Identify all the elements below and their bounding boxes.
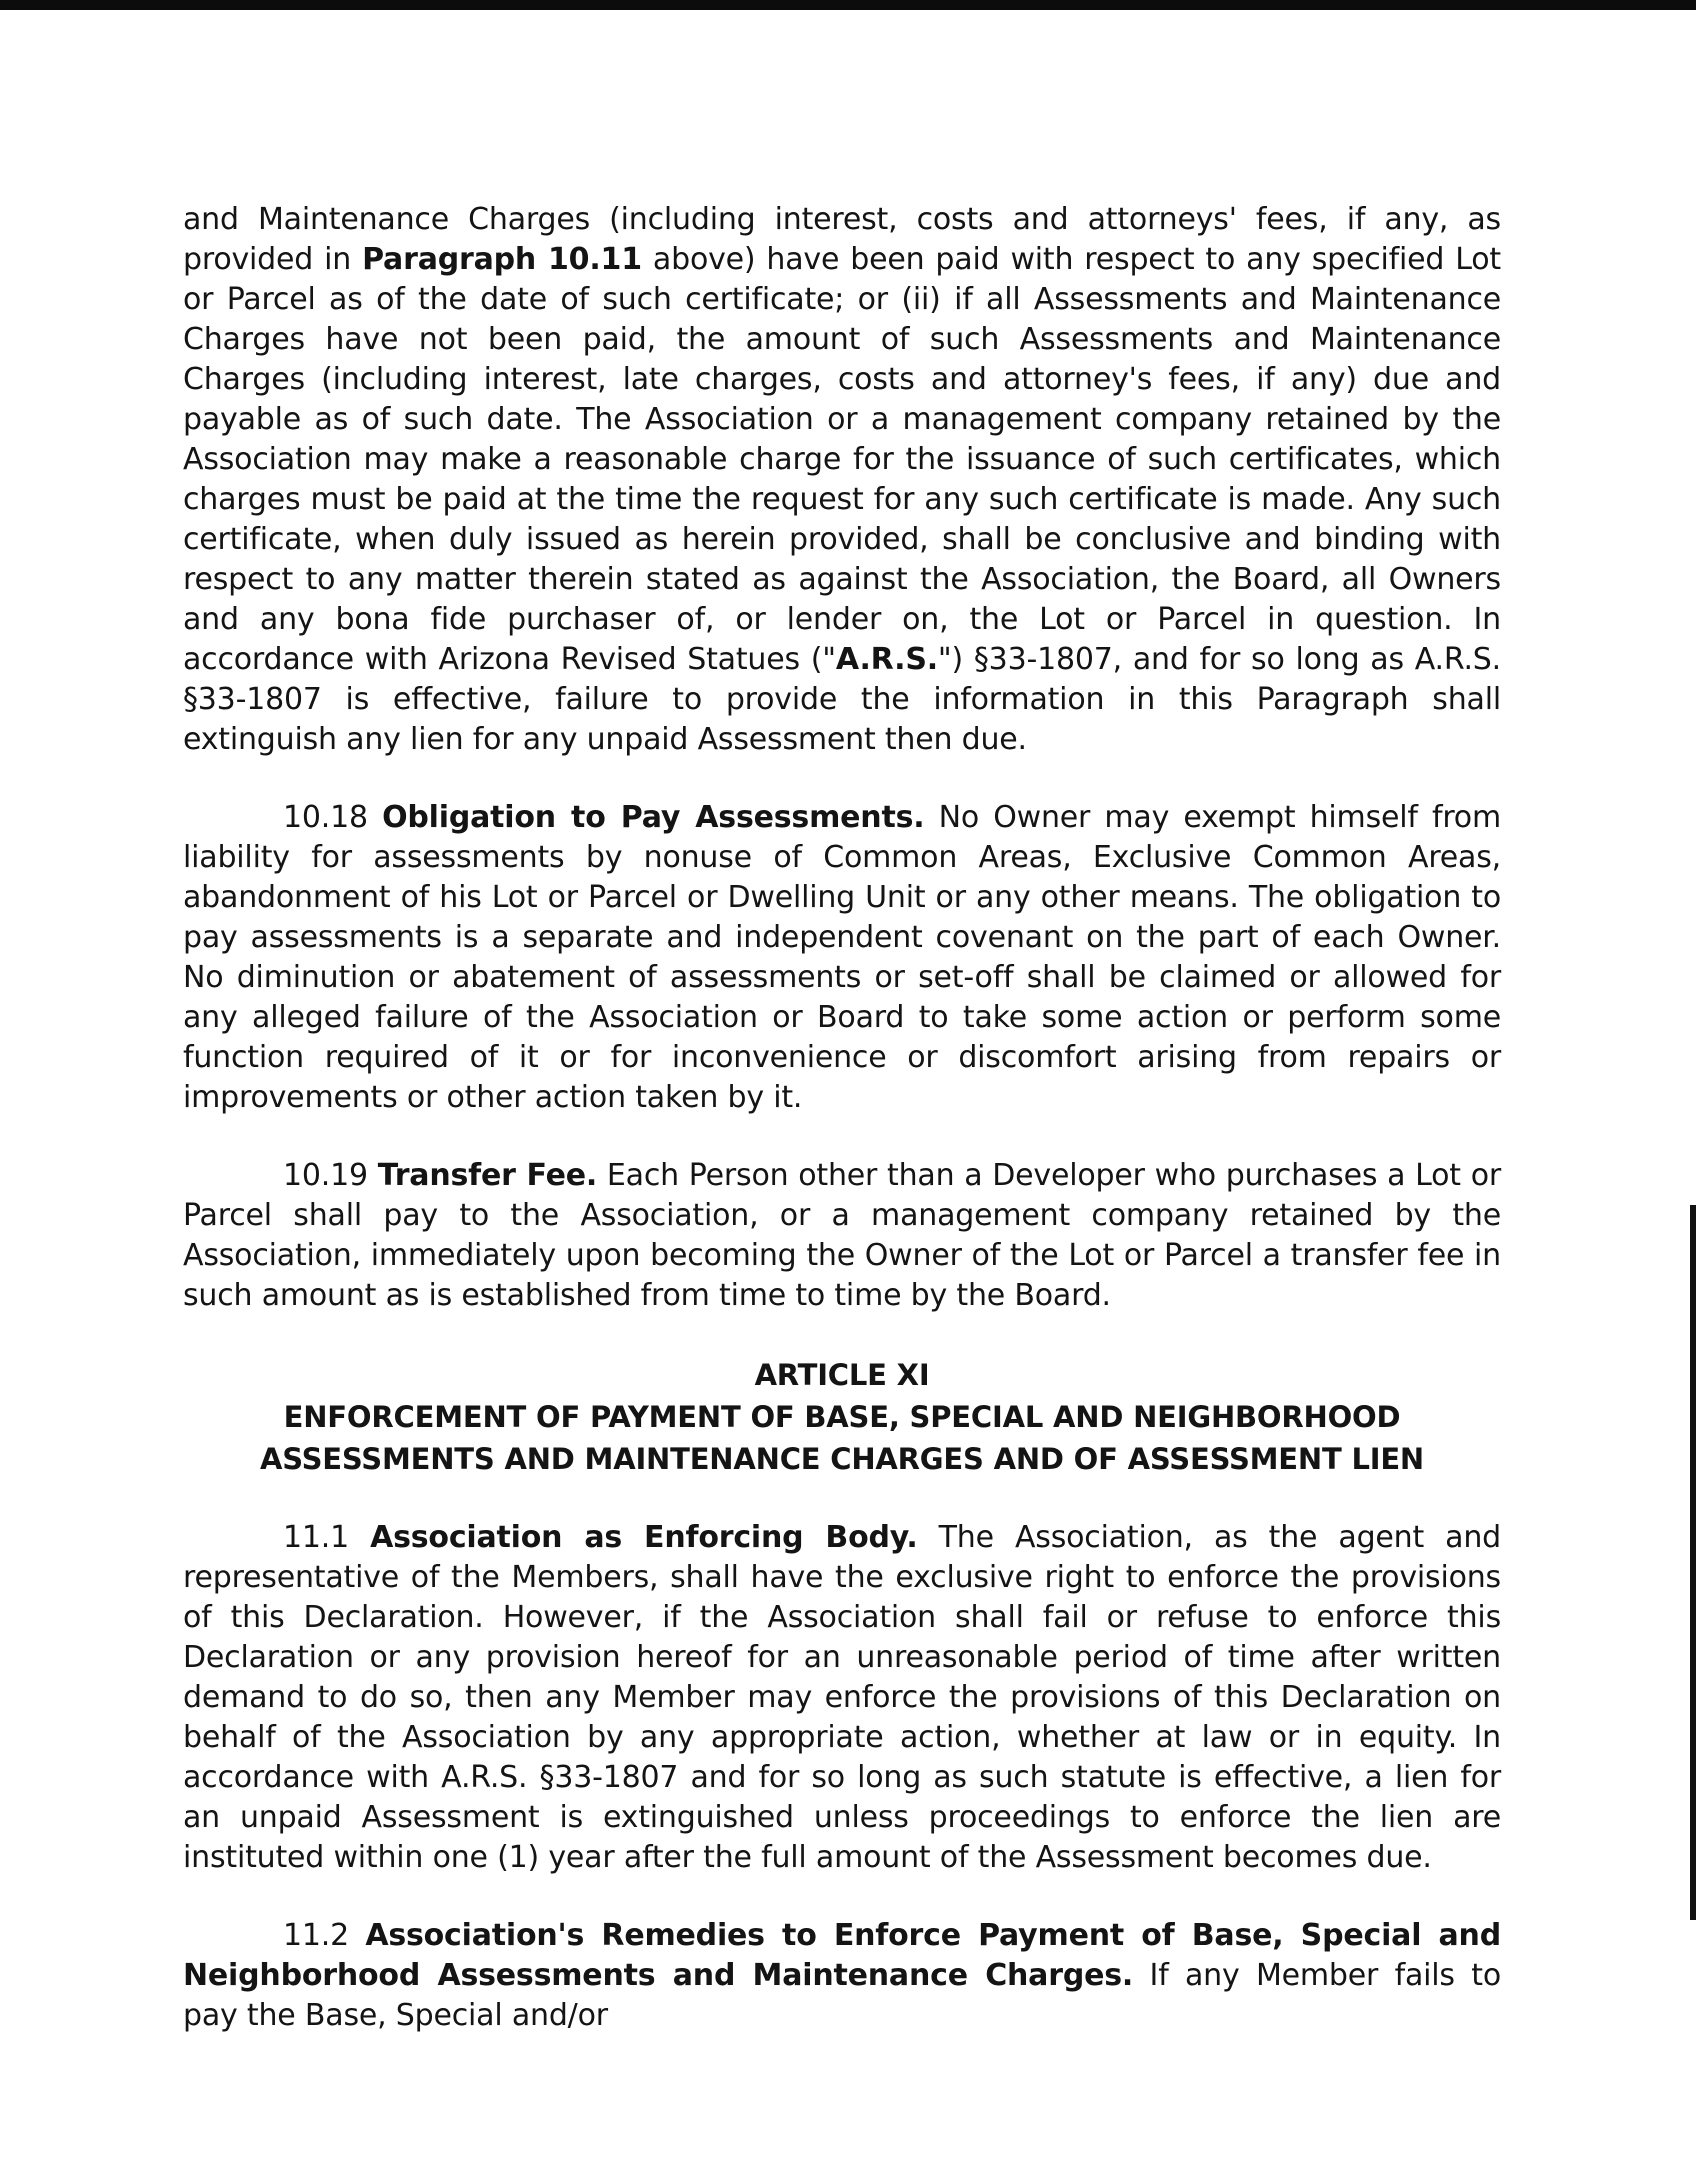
section-11-1	[183, 1518, 1501, 1878]
section-10-19	[183, 1156, 1501, 1316]
scan-right-edge	[1690, 1205, 1696, 1920]
section-heading: Transfer Fee.	[377, 1158, 598, 1193]
paragraph-text: above) have been paid with respect to any specified Lot or Parcel as of the date of such certificate; or (ii) if all Assessments and Maintenance Charges have not been paid, the amount of such Assessments and Maintenance Charges (including interest, late charges, costs and attorney's fees, if any) due and payable as of such date. The Association or a management company retained by the Association may make a reasonable charge for the issuance of such certificates, which charges must be paid at the time the request for any such certificate is made. Any such certificate, when duly issued as herein provided, shall be conclusive and binding with respect to any matter therein stated as against the Association, the Board, all Owners and any bona fide purchaser of, or lender on, the Lot or Parcel in question. In accordance with Arizona Revised Statues ("	[183, 242, 1501, 677]
section-heading: Association's Remedies to Enforce Payment of Base, Special and Neighborhood Assessments and Maintenance Charges.	[183, 1918, 1501, 1993]
section-heading: Association as Enforcing Body.	[370, 1520, 918, 1555]
section-text: If any Member fails to pay the Base, Special and/or	[183, 1958, 1501, 2033]
section-number: 11.2	[283, 1918, 349, 1953]
section-number: 11.1	[283, 1520, 349, 1555]
section-number: 10.18	[283, 800, 368, 835]
section-text: Each Person other than a Developer who purchases a Lot or Parcel shall pay to the Association, or a management company retained by the Association, immediately upon becoming the Owner of the Lot or Parcel a transfer fee in such amount as is established from time to time by the Board.	[183, 1158, 1501, 1313]
document-page	[183, 200, 1501, 2036]
paragraph-text: and Maintenance Charges (including interest, costs and attorneys' fees, if any, as provided in	[183, 202, 1501, 277]
article-title-line: ASSESSMENTS AND MAINTENANCE CHARGES AND OF ASSESSMENT LIEN	[259, 1442, 1425, 1476]
section-heading: Obligation to Pay Assessments.	[382, 800, 925, 835]
scan-top-edge	[0, 0, 1696, 10]
paragraph-reference: Paragraph 10.11	[362, 242, 642, 277]
section-11-2	[183, 1916, 1501, 2036]
article-title-line: ENFORCEMENT OF PAYMENT OF BASE, SPECIAL AND NEIGHBORHOOD	[283, 1400, 1401, 1434]
section-text: The Association, as the agent and representative of the Members, shall have the exclusive right to enforce the provisions of this Declaration. However, if the Association shall fail or refuse to enforce this Declaration or any provision hereof for an unreasonable period of time after written demand to do so, then any Member may enforce the provisions of this Declaration on behalf of the Association by any appropriate action, whether at law or in equity. In accordance with A.R.S. §33-1807 and for so long as such statute is effective, a lien for an unpaid Assessment is extinguished unless proceedings to enforce the lien are instituted within one (1) year after the full amount of the Assessment becomes due.	[183, 1520, 1501, 1875]
statute-abbreviation: A.R.S.	[835, 642, 938, 677]
section-number: 10.19	[283, 1158, 368, 1193]
section-text: No Owner may exempt himself from liability for assessments by nonuse of Common Areas, Exclusive Common Areas, abandonment of his Lot or Parcel or Dwelling Unit or any other means. The obligation to pay assessments is a separate and independent covenant on the part of each Owner. No diminution or abatement of assessments or set-off shall be claimed or allowed for any alleged failure of the Association or Board to take some action or perform some function required of it or for inconvenience or discomfort arising from repairs or improvements or other action taken by it.	[183, 800, 1501, 1115]
paragraph-certificate-continued	[183, 200, 1501, 760]
section-10-18	[183, 798, 1501, 1118]
article-heading	[183, 1354, 1501, 1480]
paragraph-text: ") §33-1807, and for so long as A.R.S. §33-1807 is effective, failure to provide the information in this Paragraph shall extinguish any lien for any unpaid Assessment then due.	[183, 642, 1501, 757]
article-label: ARTICLE XI	[754, 1358, 930, 1392]
